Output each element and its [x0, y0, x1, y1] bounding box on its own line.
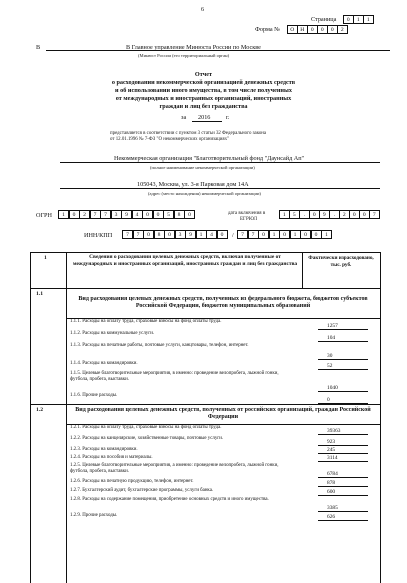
digit-box: 7 [100, 210, 111, 219]
year-suffix: г. [226, 114, 230, 121]
ogrn-date-label-1: дата включения в [228, 211, 266, 216]
digit-box: 0 [69, 210, 80, 219]
digit-box: 5 [163, 210, 174, 219]
basis-line1: представляется в соответствии с пунктом 3 статьи 32 Федерального закона [110, 131, 267, 136]
table-row-value: 3114 [327, 455, 338, 461]
table-row-value: 600 [327, 489, 336, 495]
digit-box: 1 [321, 230, 332, 239]
table-row-label: 1.1.6. Прочие расходы. [70, 393, 118, 398]
digit-box: 5 [289, 210, 300, 219]
table-row-label: 1.1.5. Целевые благотворительные мероприятия, в именно: проведение велопробега, лыжной гонки, футбола, пробега, выставки. [70, 371, 279, 382]
inn-separator: / [232, 232, 234, 239]
digit-box: 9 [319, 210, 330, 219]
digit-box: 0 [164, 230, 175, 239]
table-row-label: 1.2.3. Расходы на командировки. [70, 447, 138, 452]
report-title-line3: и об использовании иного имущества, в том числе полученных [115, 87, 292, 94]
table-row-label: 1.2.1. Расходы на оплату труда, страховые взносы на фонд оплаты труда. [70, 425, 222, 430]
digit-box: 0 [349, 210, 360, 219]
table-row-label: 1.1.1. Расходы на оплату труда, страховые взносы на фонд оплаты труда. [70, 319, 222, 324]
table-row-value: 30 [327, 353, 333, 359]
table-row-value: 923 [327, 439, 336, 445]
digit-box: 7 [122, 230, 133, 239]
table-row-label: 1.2.8. Расходы на содержание помещения, приобретение основных средств и иного имущества. [70, 497, 269, 502]
digit-box: Н [297, 25, 308, 34]
basis-line2: от 12.01.1996 № 7-ФЗ "О некоммерческих организациях" [110, 137, 230, 142]
org-address-hint: (адрес (место нахождения) некоммерческой организации) [148, 191, 261, 196]
digit-box: . [329, 210, 340, 219]
table-row-value: 39363 [327, 428, 341, 434]
digit-box: 0 [143, 230, 154, 239]
digit-box: 4 [206, 230, 217, 239]
digit-box: 7 [133, 230, 144, 239]
digit-box: 1 [290, 230, 301, 239]
section-code: 1.2 [36, 407, 43, 413]
expense-table [30, 252, 380, 583]
table-row-value: 52 [327, 363, 333, 369]
digit-box: О [287, 25, 298, 34]
digit-box: 0 [343, 15, 354, 24]
page-label: Страница [311, 16, 337, 23]
table-row-label: 1.2.9. Прочие расходы. [70, 513, 118, 518]
org-name: Некоммерческая организация "Благотворительный фонд "Даунсайд Ап" [114, 155, 305, 162]
digit-box: 9 [121, 210, 132, 219]
digit-box: 0 [279, 230, 290, 239]
table-row-label: 1.1.4. Расходы на командировки. [70, 361, 138, 366]
digit-box: 2 [339, 210, 350, 219]
digit-box: 0 [142, 210, 153, 219]
digit-box: 1 [269, 230, 280, 239]
table-row-label: 1.1.3. Расходы на печатные работы, почтовые услуги, канцтовары, телефон, интернет. [70, 343, 249, 348]
digit-box: 0 [359, 210, 370, 219]
org-address: 105043, Москва, ул. 3-я Парковая дом 14А [137, 181, 249, 188]
digit-box: 8 [154, 230, 165, 239]
org-name-hint: (полное наименование некоммерческой организации) [150, 165, 255, 170]
digit-box: 3 [175, 230, 186, 239]
digit-box: 9 [185, 230, 196, 239]
digit-box: 0 [317, 25, 328, 34]
digit-box: 1 [363, 15, 374, 24]
table-row-value: 626 [327, 514, 336, 520]
digit-box: 8 [174, 210, 185, 219]
table-row-label: 1.2.4. Расходы на пособия и материалы. [70, 455, 153, 460]
addressee-prefix: В [36, 44, 41, 51]
digit-box: 1 [279, 210, 290, 219]
table-row-value: 104 [327, 335, 336, 341]
digit-box: 7 [369, 210, 380, 219]
digit-box: 0 [327, 25, 338, 34]
table-row-label: 1.2.6. Расходы на печатную продукцию, телефон, интернет. [70, 479, 194, 484]
report-title-line5: граждан и лиц без гражданства [159, 103, 248, 110]
digit-box: 2 [79, 210, 90, 219]
digit-box: 0 [258, 230, 269, 239]
report-year: 2016 [198, 114, 211, 121]
digit-box: 7 [237, 230, 248, 239]
addressee-hint: (Минюст России (его территориальный орган) [138, 53, 230, 58]
digit-box: 1 [353, 15, 364, 24]
report-title-line2: о расходовании некоммерческой организацией денежных средств [111, 79, 296, 86]
table-row-value: 878 [327, 480, 336, 486]
table-row-label: 1.2.5. Целевые благотворительные мероприятия, а именно: проведение велопробега, лыжной гонки, футбола, пробега, выставки. [70, 463, 279, 474]
form-label: Форма № [255, 26, 281, 33]
ogrn-label: ОГРН [36, 212, 52, 219]
page-number: 6 [201, 6, 205, 13]
section-title: Вид расходования целевых денежных средств, полученных от российских организаций, граждан Российской Федерации [75, 407, 371, 420]
digit-box: 0 [307, 25, 318, 34]
digit-box: 0 [184, 210, 195, 219]
digit-box: 0 [311, 230, 322, 239]
digit-box: 0 [300, 230, 311, 239]
table-row-value: 3385 [327, 505, 338, 511]
addressee-name: В Главное управление Минюста России по Москве [126, 44, 261, 51]
digit-box: 7 [248, 230, 259, 239]
digit-box: 2 [337, 25, 348, 34]
digit-box: 1 [58, 210, 69, 219]
ogrn-date-label-2: ЕГРЮЛ [240, 217, 258, 222]
digit-box: 1 [196, 230, 207, 239]
year-prefix: за [181, 114, 187, 121]
section-title: Вид расходования целевых денежных средств, полученных из федерального бюджета, бюджетов субъектов Российской Федерации, бюджетов муниципальных образований [78, 296, 368, 309]
table-row-value: 1257 [327, 323, 338, 329]
section-code: 1.1 [36, 291, 43, 297]
table-row-label: 1.2.7. Бухгалтерский аудит, бухгалтерские программы, услуги банка. [70, 488, 214, 493]
col2-header: Сведения о расходовании целевых денежных средств, включая полученные от международных и иностранных организаций, иностранных граждан и лиц без гражданства [72, 254, 298, 267]
table-row-value: 245 [327, 447, 336, 453]
report-title-line4: от международных и иностранных организаций, иностранных [115, 95, 292, 102]
digit-box: 0 [153, 210, 164, 219]
table-row-label: 1.2.2. Расходы на канцелярские, хозяйственные товары, почтовые услуги. [70, 436, 224, 441]
digit-box: 4 [132, 210, 143, 219]
digit-box: 0 [309, 210, 320, 219]
digit-box: . [299, 210, 310, 219]
col3-header: Фактически израсходовано, тыс. руб. [308, 255, 374, 268]
inn-label: ИНН/КПП [84, 232, 113, 239]
table-row-value: 6784 [327, 471, 338, 477]
col1-header: 1 [44, 255, 47, 261]
digit-box: 7 [90, 210, 101, 219]
table-row-label: 1.1.2. Расходы на коммунальные услуги. [70, 331, 155, 336]
table-row-value: 0 [327, 397, 330, 403]
digit-box: 3 [111, 210, 122, 219]
report-title: Отчет [194, 71, 213, 78]
digit-box: 0 [217, 230, 228, 239]
table-row-value: 1040 [327, 385, 338, 391]
